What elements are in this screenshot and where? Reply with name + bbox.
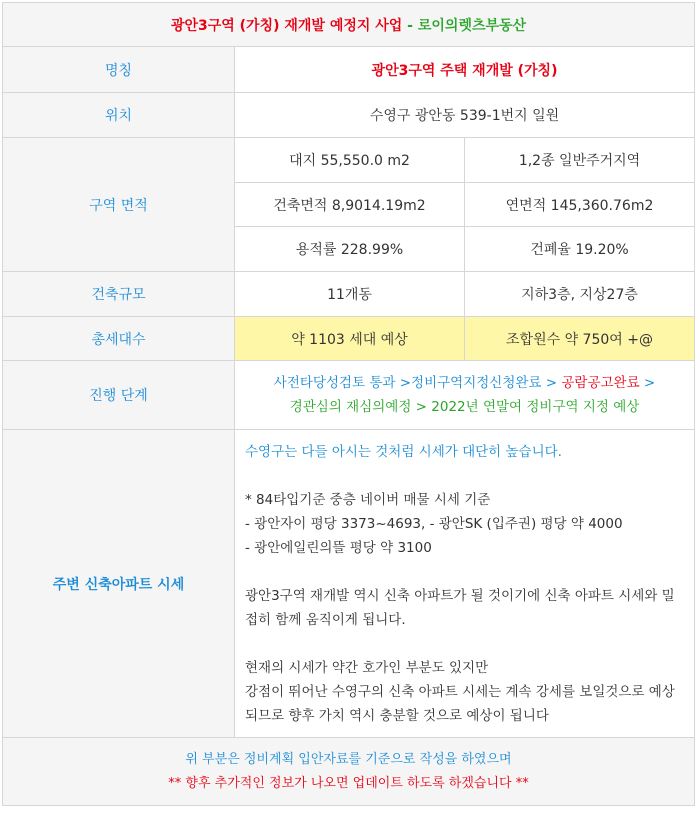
value-buildings: 11개동 xyxy=(235,272,465,317)
project-info-table xyxy=(2,2,695,806)
title-agency: 로이의렛츠부동산 xyxy=(417,17,527,34)
title-main: 광안3구역 (가칭) 재개발 예정지 사업 xyxy=(170,17,403,34)
prices-para-3-line-1: 현재의 시세가 약간 호가인 부분도 있지만 xyxy=(245,659,489,676)
prices-intro: 수영구는 다들 아시는 것처럼 시세가 대단히 높습니다. xyxy=(245,443,562,460)
value-building-area: 건축면적 8,9014.19m2 xyxy=(235,183,465,227)
label-prices: 주변 신축아파트 시세 xyxy=(3,430,235,738)
prices-para-3-line-2: 강점이 뛰어난 수영구의 신축 아파트 시세는 계속 강세를 보일것으로 예상되므로 향후 가치 역시 충분할 것으로 예상이 됩니다 xyxy=(245,683,675,724)
value-floor-area: 연면적 145,360.76m2 xyxy=(465,183,695,227)
title-separator: - xyxy=(402,17,418,34)
prices-para-2: 광안3구역 재개발 역시 신축 아파트가 될 것이기에 신축 아파트 시세와 밀접히 함께 움직이게 됩니다. xyxy=(245,587,675,628)
label-households: 총세대수 xyxy=(3,317,235,361)
stage-step-1: 사전타당성검토 통과 >정비구역지정신청완료 > xyxy=(273,375,562,391)
page-title xyxy=(3,3,695,47)
value-members: 조합원수 약 750여 +@ xyxy=(465,317,695,361)
prices-note: * 84타입기준 중층 네이버 매물 시세 기준 xyxy=(245,491,491,508)
prices-item-2: - 광안에일린의뜰 평당 약 3100 xyxy=(245,539,432,556)
value-location: 수영구 광안동 539-1번지 일원 xyxy=(235,93,695,138)
value-floors: 지하3층, 지상27층 xyxy=(465,272,695,317)
footer-line-1: 위 부분은 정비계획 입안자료를 기준으로 작성을 하였으며 xyxy=(185,751,512,767)
footer-note xyxy=(3,738,695,806)
value-name: 광안3구역 주택 재개발 (가칭) xyxy=(235,47,695,93)
stage-step-2: 공람공고완료 xyxy=(561,375,640,391)
value-bcr: 건폐율 19.20% xyxy=(465,227,695,272)
stage-step-3: > xyxy=(639,375,656,391)
label-location: 위치 xyxy=(3,93,235,138)
value-households: 약 1103 세대 예상 xyxy=(235,317,465,361)
value-far: 용적률 228.99% xyxy=(235,227,465,272)
label-name: 명칭 xyxy=(3,47,235,93)
value-prices xyxy=(235,430,695,738)
label-stage: 진행 단계 xyxy=(3,361,235,430)
label-area: 구역 면적 xyxy=(3,138,235,272)
stage-step-4: 경관심의 재심의예정 > 2022년 연말여 정비구역 지정 예상 xyxy=(289,399,640,415)
value-land-area: 대지 55,550.0 m2 xyxy=(235,138,465,183)
prices-item-1: - 광안자이 평당 3373~4693, - 광안SK (입주권) 평당 약 4000 xyxy=(245,515,623,532)
value-zone: 1,2종 일반주거지역 xyxy=(465,138,695,183)
value-stage xyxy=(235,361,695,430)
footer-line-2: ** 향후 추가적인 정보가 나오면 업데이트 하도록 하겠습니다 ** xyxy=(168,775,529,791)
label-scale: 건축규모 xyxy=(3,272,235,317)
